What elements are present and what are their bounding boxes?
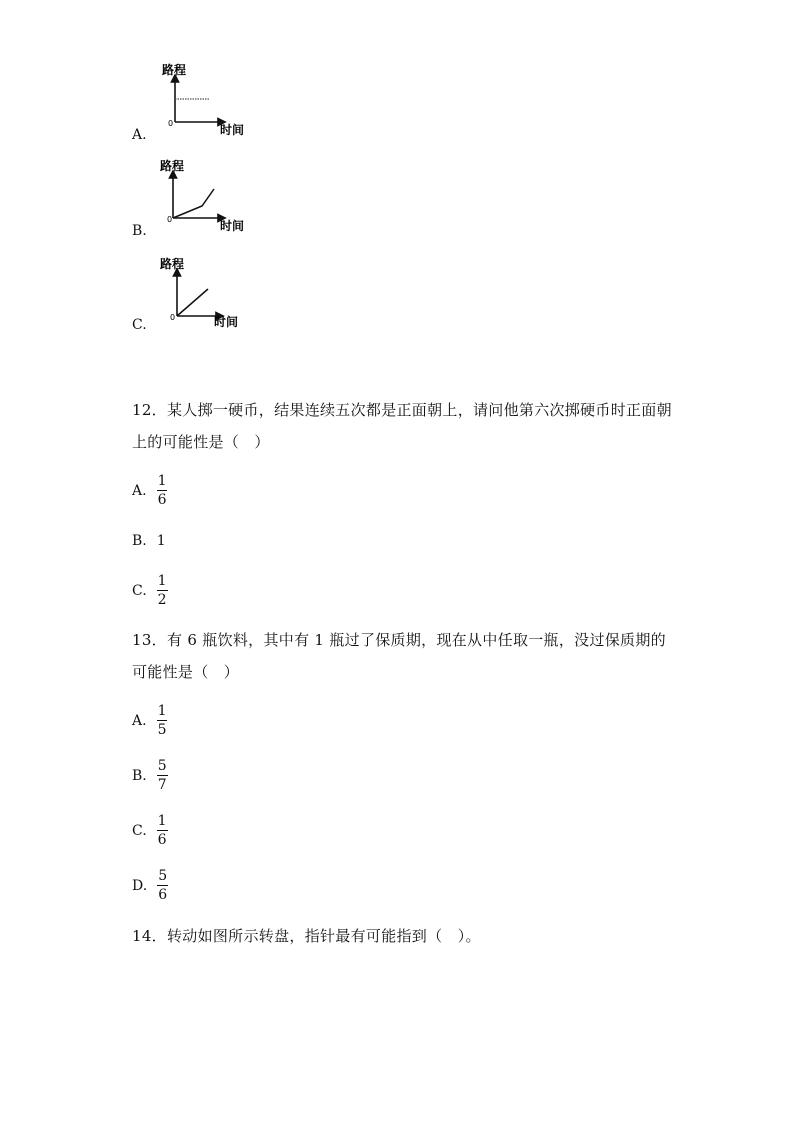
- q13-option-d[interactable]: [132, 869, 168, 902]
- numerator: 5: [157, 758, 167, 774]
- origin-label: 0: [170, 313, 176, 322]
- graph-straight-increasing: [156, 252, 252, 332]
- option-value: 1: [156, 533, 166, 549]
- q13-option-b[interactable]: [132, 759, 168, 792]
- numerator: 5: [158, 868, 168, 884]
- denominator: 6: [157, 832, 167, 848]
- fraction: [157, 814, 168, 847]
- graph-two-segment: [156, 156, 252, 236]
- y-axis-label: 路程: [160, 257, 185, 271]
- question-12-text: 12．某人掷一硬币，结果连续五次都是正面朝上，请问他第六次掷硬币时正面朝上的可能性是（ ）: [132, 401, 672, 451]
- option-letter: B.: [132, 767, 147, 784]
- option-letter: B.: [132, 533, 147, 549]
- x-axis-label: 时间: [220, 123, 245, 137]
- option-letter: A.: [132, 712, 147, 729]
- q13-option-a[interactable]: [132, 704, 167, 737]
- x-axis-label: 时间: [220, 219, 245, 233]
- numerator: 1: [157, 473, 167, 489]
- numerator: 1: [157, 573, 167, 589]
- denominator: 2: [157, 592, 167, 608]
- origin-label: 0: [167, 215, 173, 224]
- fraction: [157, 474, 168, 507]
- q12-option-a[interactable]: [132, 474, 167, 507]
- fraction: [157, 574, 168, 607]
- fraction: [157, 759, 168, 792]
- q13-option-c[interactable]: [132, 814, 168, 847]
- origin-label: 0: [168, 119, 174, 128]
- option-letter: A.: [132, 482, 147, 499]
- question-14-text: 14．转动如图所示转盘，指针最有可能指到（ ）。: [132, 927, 481, 945]
- denominator: 7: [157, 777, 167, 793]
- numerator: 1: [157, 703, 167, 719]
- y-axis-label: 路程: [162, 63, 187, 77]
- distance-line: [173, 189, 214, 218]
- option-letter: A.: [132, 127, 147, 143]
- graph-horizontal-line: [156, 60, 252, 140]
- fraction: [157, 869, 168, 902]
- question-13-text: 13．有 6 瓶饮料，其中有 1 瓶过了保质期，现在从中任取一瓶，没过保质期的可能性是（ ）: [132, 631, 666, 681]
- y-axis-label: 路程: [160, 159, 185, 173]
- denominator: 5: [157, 722, 167, 738]
- fraction: [157, 704, 168, 737]
- x-axis-label: 时间: [214, 315, 239, 329]
- option-letter: C.: [132, 317, 147, 333]
- q12-option-b[interactable]: [132, 533, 166, 549]
- denominator: 6: [158, 887, 168, 903]
- distance-line: [177, 289, 208, 316]
- option-letter: D.: [132, 877, 148, 894]
- option-letter: C.: [132, 822, 147, 839]
- numerator: 1: [157, 813, 167, 829]
- option-letter: C.: [132, 582, 147, 599]
- option-letter: B.: [132, 223, 147, 239]
- q12-option-c[interactable]: [132, 574, 168, 607]
- denominator: 6: [157, 492, 167, 508]
